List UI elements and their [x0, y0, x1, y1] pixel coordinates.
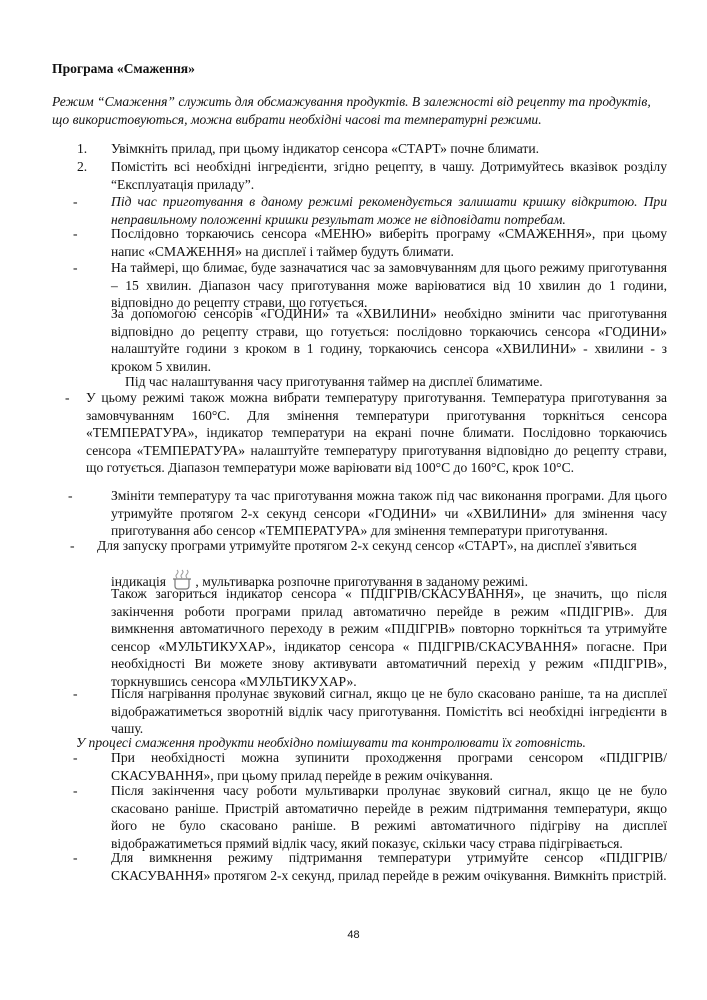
list-text: Для запуску програми утримуйте протягом 2-х секунд сенсор «СТАРТ», на дисплеї з'явиться: [97, 538, 637, 553]
page-number: 48: [347, 929, 360, 941]
list-text: Після закінчення часу роботи мультиварки пролунає звуковий сигнал, якщо це не було скасовано раніше. Пристрій автоматично перейде в режим підтримання температури, якщо його не було скасовано раніше. В режимі автоматичного підігріву на дисплеї відображатиметься прямий відлік часу, який показує, скільки часу страва підігрівається.: [111, 783, 667, 851]
list-text: Після нагрівання пролунає звуковий сигнал, якщо це не було скасовано раніше, та на дисплеї відображатиметься зворотній відлік часу приготування. Помістіть всі необхідні інгредієнти в чашу.: [111, 686, 667, 736]
list-marker: -: [65, 390, 70, 405]
list-text: Послідовно торкаючись сенсора «МЕНЮ» виберіть програму «СМАЖЕННЯ», при цьому напис «СМАЖЕННЯ» на дисплеї і таймер будуть блимати.: [111, 226, 667, 259]
list-text: Під час налаштування часу приготування таймер на дисплеї блиматиме.: [125, 374, 543, 389]
list-text: За допомогою сенсорів «ГОДИНИ» та «ХВИЛИНИ» необхідно змінити час приготування відповідно до рецепту страви, що готується: послідовно торкаючись сенсора «ГОДИНИ» налаштуйте години з кроком в 1 годину, торкаючись сенсора «ХВИЛИНИ» - хвилини - з кроком 5 хвилин.: [111, 306, 667, 374]
list-marker: -: [73, 750, 78, 765]
list-marker: 1.: [77, 141, 88, 156]
intro-paragraph: Режим “Смаження” служить для обсмажування продуктів. В залежності від рецепту та продуктів, що використовуються, можна вибрати необхідні часові та температурні режими.: [52, 94, 651, 127]
list-text: індикація: [111, 574, 166, 589]
list-text: , мультиварка розпочне приготування в заданому режимі.: [195, 574, 529, 589]
list-text: У процесі смаження продукти необхідно помішувати та контролювати їх готовність.: [76, 735, 586, 750]
list-text: На таймері, що блимає, буде зазначатися час за замовчуванням для цього режиму приготування – 15 хвилин. Діапазон часу приготування може варіюватися від 10 хвилин до 1 години, відповідно до рецепту страви, що готується.: [111, 260, 667, 310]
list-marker: -: [73, 260, 78, 275]
list-marker: -: [73, 226, 78, 241]
list-marker: 2.: [77, 159, 88, 174]
list-text: Увімкніть прилад, при цьому індикатор сенсора «СТАРТ» почне блимати.: [111, 141, 540, 156]
list-marker: -: [70, 538, 75, 553]
list-text: Також загориться індикатор сенсора « ПІДІГРІВ/СКАСУВАННЯ», це значить, що після закінчення роботи програми прилад автоматично перейде в режим «ПІДІГРІВ». Для вимкнення автоматичного переходу в режим «ПІДІГРІВ» повторно торкніться та утримуйте сенсор «МУЛЬТИКУХАР», індикатор сенсора « ПІДІГРІВ/СКАСУВАННЯ» погасне. При необхідності Ви можете знову активувати автоматичний перехід у режим «ПІДІГРІВ», торкнувшись сенсора «МУЛЬТИКУХАР».: [111, 586, 667, 689]
list-text: Під час приготування в даному режимі рекомендується залишати кришку відкритою. При неправильному положенні кришки результат може не відповідати потребам.: [111, 194, 667, 227]
list-marker: -: [68, 488, 73, 503]
section-title: Програма «Смаження»: [52, 61, 195, 76]
list-text: Помістіть всі необхідні інгредієнти, згідно рецепту, в чашу. Дотримуйтесь вказівок розділу “Експлуатація приладу”.: [111, 159, 667, 192]
list-marker: -: [73, 686, 78, 701]
list-marker: -: [73, 194, 78, 209]
list-text: Змініти температуру та час приготування можна також під час виконання програми. Для цього утримуйте протягом 2-х секунд сенсори «ГОДИНИ» чи «ХВИЛИНИ» для змінення часу приготування або сенсор «ТЕМПЕРАТУРА» для змінення температури приготування.: [111, 488, 667, 538]
list-marker: -: [73, 783, 78, 798]
list-text: У цьому режимі також можна вибрати температуру приготування. Температура приготування за замовчуванням 160°С. Для змінення температури приготування торкніться сенсора «ТЕМПЕРАТУРА», індикатор температури на екрані почне блимати. Послідовно торкаючись сенсора «ТЕМПЕРАТУРА» налаштуйте температуру приготування відповідно до рецепту страви, що готується. Діапазон температури може варіювати від 100°С до 160°С, крок 10°С.: [86, 390, 667, 475]
list-text: Для вимкнення режиму підтримання температури утримуйте сенсор «ПІДІГРІВ/СКАСУВАННЯ» протягом 2-х секунд, прилад перейде в режим очікування. Вимкніть пристрій.: [111, 850, 667, 883]
list-text: При необхідності можна зупинити проходження програми сенсором «ПІДІГРІВ/СКАСУВАННЯ», при цьому прилад перейде в режим очікування.: [111, 750, 667, 783]
list-marker: -: [73, 850, 78, 865]
